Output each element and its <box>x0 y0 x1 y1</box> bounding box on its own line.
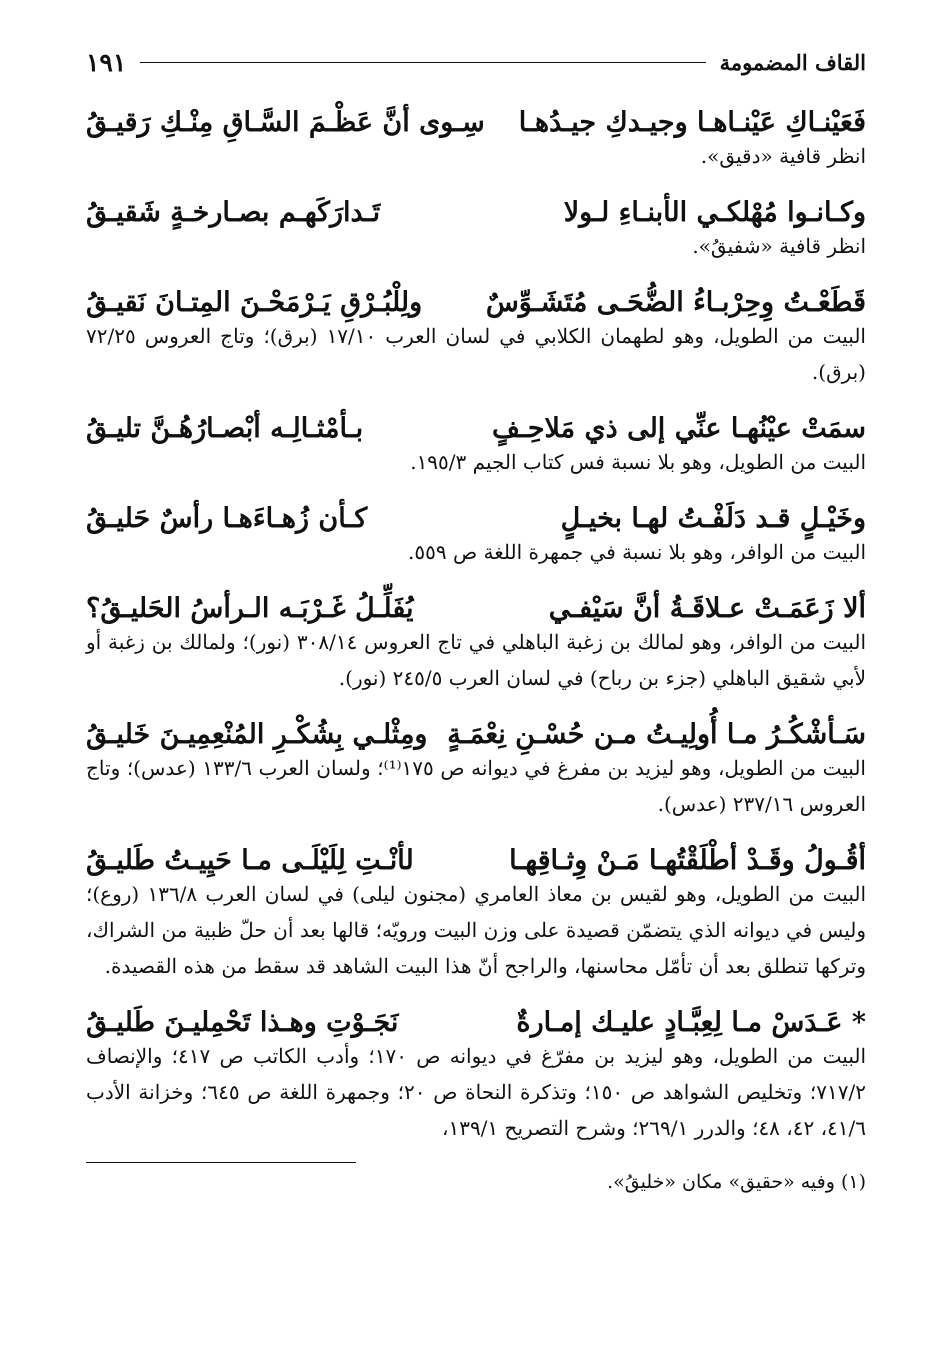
verse-second-hemistich: ومِثْلـي بِشُكْـرِ المُنْعِمِيـنَ خَليـقُ <box>86 719 428 750</box>
verse-list <box>86 84 866 1146</box>
verse-note: انظر قافية «شفيقُ». <box>692 234 866 258</box>
verse-first-hemistich: وخَيْـلٍ قـد دَلَفْـتُ لهـا بخيـلٍ <box>560 503 866 534</box>
verse-line <box>86 264 866 318</box>
header-rule <box>140 62 705 63</box>
verse-first-hemistich: قَطَعْـتُ وِحِرْبـاءُ الضُّحَـى مُتَشَـوِّسٌ <box>485 287 866 318</box>
verse-first-hemistich: أقُـولُ وقَـدْ أطْلَقْتُهـا مَـنْ وِثـاقِهـا <box>509 845 866 876</box>
header-title: القاف المضمومة <box>719 49 866 75</box>
verse-first-hemistich: وكـانـوا مُهْلكـي الأبنـاءِ لـولا <box>563 197 866 228</box>
verse-second-hemistich: تَـدارَكَهـم بصـارخـةٍ شَقيـقُ <box>86 197 381 228</box>
verse-second-hemistich: يُفَلِّـلُ غَـرْبَـه الـرأسُ الحَليـقُ؟ <box>86 593 414 624</box>
verse-note: البيت من الطويل، وهو ليزيد بن مفرغ في ديوانه ص ١٧٥⁽¹⁾؛ ولسان العرب ١٣٣/٦ (عدس)؛ وتاج العروس ٢٣٧/١٦ (عدس). <box>86 756 866 816</box>
verse-first-hemistich: فَعَيْنـاكِ عَيْنـاهـا وجيـدكِ جيـدُهـا <box>518 107 866 138</box>
verse-line <box>86 984 866 1038</box>
verse-first-hemistich: ألا زَعَمَـتْ عـلاقَـةُ أنَّ سَيْفـي <box>548 593 866 624</box>
verse-second-hemistich: بـأمْثـالِـه أبْصـارُهُـنَّ تليـقُ <box>86 413 364 444</box>
verse-second-hemistich: ولِلْبُـرْقِ يَـرْمَحْـنَ المِتـانَ نَقيـقُ <box>86 287 423 318</box>
verse-second-hemistich: سِـوى أنَّ عَظْـمَ السَّـاقِ مِنْـكِ رَقيـقُ <box>86 107 485 138</box>
verse-line <box>86 480 866 534</box>
verse-second-hemistich: نَجَـوْتِ وهـذا تَحْمِليـنَ طَليـقُ <box>86 1007 399 1038</box>
verse-second-hemistich: لأنْـتِ لِلَيْلَـى مـا حَيِيـتُ طَليـقُ <box>86 845 414 876</box>
verse-note: البيت من الطويل، وهو ليزيد بن مفرّغ في ديوانه ص ١٧٠؛ وأدب الكاتب ص ٤١٧؛ والإنصاف ٧١٧/٢؛ وتخليص الشواهد ص ١٥٠؛ وتذكرة النحاة ص ٢٠؛ وجمهرة اللغة ص ٦٤٥؛ وخزانة الأدب ٤١/٦، ٤٢، ٤٨؛ والدرر ٢٦٩/١؛ وشرح التصريح ١٣٩/١، <box>86 1044 866 1140</box>
page-number: ١٩١ <box>86 47 127 77</box>
page <box>86 40 866 1201</box>
verse-line <box>86 174 866 228</box>
footnote: (١) وفيه «حقيق» مكان «خليقُ». <box>607 1171 866 1193</box>
verse-line <box>86 696 866 750</box>
verse-note: انظر قافية «دقيق». <box>700 144 866 168</box>
verse-note: البيت من الوافر، وهو لمالك بن زغبة الباهلي في تاج العروس ٣٠٨/١٤ (نور)؛ ولمالك بن زغبة أو لأبي شقيق الباهلي (جزء بن رباح) في لسان العرب ٢٤٥/٥ (نور). <box>86 630 866 690</box>
verse-note: البيت من الوافر، وهو بلا نسبة في جمهرة اللغة ص ٥٥٩. <box>408 540 866 564</box>
verse-note: البيت من الطويل، وهو لقيس بن معاذ العامري (مجنون ليلى) في لسان العرب ١٣٦/٨ (روع)؛ وليس في ديوانه الذي يتضمّن قصيدة على وزن البيت ورويّه؛ قالها بعد أن حلّ ظبية من الشراك، وتركها تنطلق بعد أن تأمّل محاسنها، والراجح أنّ هذا البيت الشاهد قد سقط من هذه القصيدة. <box>86 882 867 978</box>
verse-line <box>86 822 866 876</box>
verse-line <box>86 570 866 624</box>
verse-first-hemistich: سَـأشْكُـرُ مـا أُولِيـتُ مـن حُسْـنِ نِعْمَـةٍ <box>447 719 866 750</box>
verse-first-hemistich: سمَتْ عيْنُهـا عنِّي إلى ذي مَلاحِـفٍ <box>491 413 866 444</box>
verse-line <box>86 84 866 138</box>
verse-second-hemistich: كـأن زُهـاءَهـا رأسٌ حَليـقُ <box>86 503 368 534</box>
verse-note: البيت من الطويل، وهو بلا نسبة فس كتاب الجيم ١٩٥/٣. <box>410 450 866 474</box>
verse-note: البيت من الطويل، وهو لطهمان الكلابي في لسان العرب ١٧/١٠ (برق)؛ وتاج العروس ٧٢/٢٥ (برق). <box>86 324 866 384</box>
running-header <box>86 40 866 84</box>
verse-first-hemistich: * عَـدَسْ مـا لِعِبَّـادٍ عليـك إمـارةٌ <box>516 1007 866 1038</box>
verse-line <box>86 390 866 444</box>
